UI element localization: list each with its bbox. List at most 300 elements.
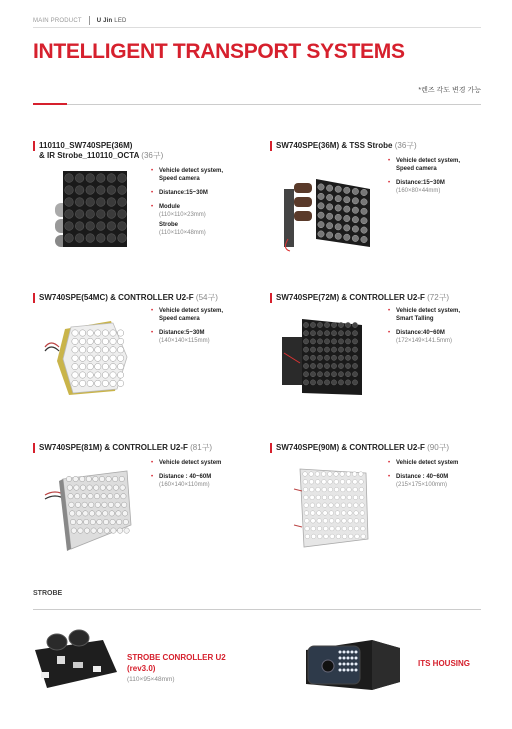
led-lens — [107, 234, 116, 243]
led-lens — [106, 476, 111, 481]
led-lens — [87, 372, 93, 378]
spec-item: • Vehicle detect system, Speed camera — [151, 308, 224, 322]
led-lens — [324, 322, 329, 327]
led-lens — [86, 198, 95, 207]
led-module-90-image — [278, 465, 374, 551]
led-lens — [331, 355, 336, 360]
led-lens — [352, 198, 358, 204]
led-lens — [359, 472, 364, 477]
led-lens — [97, 186, 106, 195]
bullet-icon: • — [151, 204, 154, 210]
led-lens — [67, 485, 72, 490]
led-lens — [70, 519, 75, 524]
led-lens — [117, 330, 123, 336]
led-lens — [344, 215, 350, 221]
led-lens — [343, 669, 346, 672]
led-lens — [326, 194, 332, 200]
heading-marker — [270, 293, 272, 303]
heading-marker — [270, 443, 272, 453]
led-lens — [94, 485, 99, 490]
led-lens — [361, 199, 367, 205]
led-lens — [303, 380, 308, 385]
led-lens — [72, 380, 78, 386]
led-count: (36구) — [394, 141, 417, 150]
led-lens — [317, 339, 322, 344]
led-lens — [102, 380, 108, 386]
product-card-81m — [33, 443, 255, 559]
product-specs — [151, 459, 259, 495]
led-lens — [310, 380, 315, 385]
led-lens — [72, 363, 78, 369]
led-lens — [355, 663, 358, 666]
product-specs — [151, 167, 259, 243]
brand-name — [97, 18, 127, 24]
led-lens — [102, 372, 108, 378]
led-lens — [316, 487, 321, 492]
product-heading — [33, 141, 255, 161]
led-lens — [317, 363, 322, 368]
led-lens — [68, 494, 73, 499]
led-lens — [304, 511, 309, 516]
led-lens — [303, 322, 308, 327]
led-lens — [97, 222, 106, 231]
led-lens — [110, 355, 116, 361]
led-lens — [331, 322, 336, 327]
led-lens — [326, 204, 332, 210]
led-lens — [318, 221, 324, 227]
led-lens — [86, 174, 95, 183]
led-lens — [304, 503, 309, 508]
led-lens — [354, 526, 359, 531]
led-lens — [311, 534, 316, 539]
led-lens — [110, 330, 116, 336]
led-lens — [311, 526, 316, 531]
led-lens — [336, 526, 341, 531]
led-lens — [309, 472, 314, 477]
led-lens — [303, 472, 308, 477]
strobe-controller-name: STROBE CONROLLER U2 — [127, 653, 226, 662]
led-lens — [352, 339, 357, 344]
led-lens — [328, 487, 333, 492]
led-lens — [66, 476, 71, 481]
led-lens — [322, 495, 327, 500]
spec-item: • Vehicle detect system — [151, 460, 222, 466]
strobe-rule — [33, 609, 481, 610]
spec-item: • Distance : 40~60M (160×140×110mm) — [151, 474, 212, 488]
led-lens — [349, 534, 354, 539]
led-lens — [361, 227, 367, 233]
led-lens — [97, 234, 106, 243]
spec-item: • Vehicle detect system, Smart Talling — [388, 308, 461, 322]
product-card-36m-octa — [33, 141, 255, 257]
led-lens — [119, 476, 124, 481]
led-lens — [342, 519, 347, 524]
led-lens — [93, 476, 98, 481]
led-lens — [65, 174, 74, 183]
led-lens — [335, 195, 341, 201]
led-lens — [79, 347, 85, 353]
led-lens — [336, 534, 341, 539]
led-lens — [309, 480, 314, 485]
led-lens — [110, 380, 116, 386]
led-lens — [107, 198, 116, 207]
led-lens — [311, 519, 316, 524]
led-lens — [83, 511, 88, 516]
led-lens — [344, 234, 350, 240]
led-lens — [107, 174, 116, 183]
led-lens — [345, 322, 350, 327]
led-lens — [114, 494, 119, 499]
led-lens — [317, 331, 322, 336]
led-lens — [75, 210, 84, 219]
led-lens — [335, 205, 341, 211]
led-lens — [331, 380, 336, 385]
led-lens — [361, 189, 367, 195]
led-lens — [315, 472, 320, 477]
bullet-icon: • — [388, 330, 391, 336]
led-lens — [65, 198, 74, 207]
product-heading — [33, 293, 255, 303]
led-lens — [102, 355, 108, 361]
led-lens — [122, 511, 127, 516]
led-lens — [338, 347, 343, 352]
led-lens — [102, 347, 108, 353]
led-lens — [95, 347, 101, 353]
led-lens — [347, 651, 350, 654]
led-lens — [342, 534, 347, 539]
spec-item: • Distance:15~30M (160×80×44mm) — [388, 180, 445, 194]
its-housing-card — [300, 636, 490, 696]
its-housing-text — [418, 658, 498, 669]
led-lens — [72, 330, 78, 336]
led-lens — [347, 663, 350, 666]
led-lens — [331, 372, 336, 377]
led-lens — [353, 495, 358, 500]
spec-item: • Distance:40~60M (172×149×141.5mm) — [388, 330, 453, 344]
led-lens — [346, 480, 351, 485]
led-lens — [345, 355, 350, 360]
brand-light: LED — [114, 17, 127, 24]
spec-item: Strobe (110×110×48mm) — [159, 222, 206, 236]
led-lens — [351, 657, 354, 660]
led-lens — [323, 503, 328, 508]
led-lens — [351, 669, 354, 672]
strobe-controller-image — [33, 622, 119, 702]
led-lens — [72, 338, 78, 344]
led-lens — [354, 503, 359, 508]
led-lens — [352, 226, 358, 232]
led-lens — [310, 487, 315, 492]
product-card-90m — [270, 443, 492, 559]
led-lens — [65, 210, 74, 219]
page-title: INTELLIGENT TRANSPORT SYSTEMS — [33, 40, 405, 63]
led-lens — [335, 186, 341, 192]
led-lens — [75, 222, 84, 231]
led-lens — [310, 331, 315, 336]
led-lens — [69, 502, 74, 507]
led-lens — [107, 485, 112, 490]
led-lens — [73, 476, 78, 481]
led-lens — [303, 331, 308, 336]
led-lens — [318, 212, 324, 218]
led-count: (54구) — [195, 293, 218, 302]
led-lens — [340, 472, 345, 477]
led-lens — [347, 495, 352, 500]
led-lens — [310, 347, 315, 352]
led-lens — [324, 355, 329, 360]
led-lens — [351, 663, 354, 666]
led-lens — [317, 380, 322, 385]
led-lens — [342, 526, 347, 531]
led-lens — [310, 503, 315, 508]
led-lens — [331, 363, 336, 368]
led-lens — [65, 222, 74, 231]
led-lens — [97, 210, 106, 219]
led-lens — [104, 528, 109, 533]
led-lens — [328, 480, 333, 485]
led-lens — [359, 480, 364, 485]
led-lens — [113, 485, 118, 490]
led-lens — [315, 480, 320, 485]
led-lens — [345, 339, 350, 344]
header-rule — [33, 27, 481, 28]
led-lens — [118, 210, 127, 219]
led-lens — [95, 380, 101, 386]
led-lens — [346, 472, 351, 477]
led-lens — [95, 502, 100, 507]
led-lens — [334, 480, 339, 485]
heading-marker — [33, 443, 35, 453]
led-lens — [305, 534, 310, 539]
led-lens — [303, 363, 308, 368]
led-lens — [303, 355, 308, 360]
led-lens — [335, 214, 341, 220]
bullet-icon: • — [388, 180, 391, 186]
led-lens — [79, 372, 85, 378]
led-lens — [326, 232, 332, 238]
led-lens — [338, 372, 343, 377]
led-lens — [338, 331, 343, 336]
led-count: (72구) — [427, 293, 450, 302]
bullet-icon: • — [151, 330, 154, 336]
led-lens — [355, 657, 358, 660]
spec-item: • Distance:5~30M (140×140×115mm) — [151, 330, 210, 344]
bullet-icon: • — [388, 460, 391, 466]
led-lens — [82, 502, 87, 507]
led-lens — [352, 331, 357, 336]
led-lens — [344, 206, 350, 212]
led-lens — [102, 502, 107, 507]
led-lens — [75, 198, 84, 207]
led-lens — [110, 372, 116, 378]
led-lens — [335, 224, 341, 230]
product-heading — [270, 293, 492, 303]
led-lens — [341, 487, 346, 492]
led-lens — [338, 355, 343, 360]
led-lens — [338, 363, 343, 368]
led-lens — [94, 494, 99, 499]
led-lens — [310, 511, 315, 516]
led-lens — [99, 476, 104, 481]
product-name-line1: 110110_SW740SPE(36M) — [39, 141, 133, 150]
product-title — [276, 293, 449, 303]
product-card-36m-tss — [270, 141, 492, 267]
spec-item: • Distance : 40~60M (215×175×100mm) — [388, 474, 449, 488]
led-lens — [328, 472, 333, 477]
title-accent — [33, 103, 67, 105]
led-lens — [338, 339, 343, 344]
led-lens — [118, 234, 127, 243]
led-lens — [87, 355, 93, 361]
product-title — [276, 443, 449, 453]
led-lens — [108, 494, 113, 499]
led-lens — [335, 503, 340, 508]
spec-item: • Vehicle detect system — [388, 460, 459, 466]
product-specs — [388, 157, 496, 201]
led-lens — [310, 355, 315, 360]
its-housing-name: ITS HOUSING — [418, 659, 471, 668]
led-lens — [84, 528, 89, 533]
led-lens — [116, 511, 121, 516]
led-lens — [98, 528, 103, 533]
strobe-controller-dims: (110×95×48mm) — [127, 676, 175, 683]
heading-marker — [270, 141, 272, 151]
led-lens — [86, 210, 95, 219]
its-housing-image — [300, 636, 404, 692]
lens-note: *렌즈 각도 변경 가능 — [418, 87, 481, 94]
led-lens — [317, 519, 322, 524]
led-lens — [331, 331, 336, 336]
led-lens — [80, 485, 85, 490]
product-card-72m — [270, 293, 492, 409]
led-lens — [103, 511, 108, 516]
led-lens — [335, 495, 340, 500]
led-lens — [352, 347, 357, 352]
led-module-tss-image — [278, 169, 374, 255]
led-lens — [329, 519, 334, 524]
led-lens — [117, 519, 122, 524]
led-lens — [344, 197, 350, 203]
led-lens — [97, 519, 102, 524]
page-header — [33, 16, 127, 25]
led-lens — [303, 480, 308, 485]
led-lens — [355, 534, 360, 539]
led-lens — [324, 534, 329, 539]
led-lens — [330, 526, 335, 531]
led-lens — [87, 347, 93, 353]
led-lens — [305, 526, 310, 531]
led-lens — [329, 503, 334, 508]
header-divider — [89, 16, 90, 25]
product-title — [276, 141, 417, 151]
led-lens — [89, 511, 94, 516]
led-lens — [318, 231, 324, 237]
led-lens — [65, 186, 74, 195]
led-lens — [110, 363, 116, 369]
led-lens — [345, 331, 350, 336]
led-lens — [334, 487, 339, 492]
title-rule — [33, 104, 481, 105]
led-lens — [352, 372, 357, 377]
led-lens — [341, 511, 346, 516]
led-lens — [348, 519, 353, 524]
led-lens — [75, 234, 84, 243]
led-lens — [310, 322, 315, 327]
led-lens — [347, 503, 352, 508]
led-lens — [303, 347, 308, 352]
led-lens — [324, 372, 329, 377]
led-lens — [80, 476, 85, 481]
led-lens — [339, 669, 342, 672]
led-lens — [352, 216, 358, 222]
led-lens — [343, 657, 346, 660]
led-lens — [102, 363, 108, 369]
product-title — [39, 443, 212, 453]
led-lens — [359, 495, 364, 500]
led-lens — [97, 198, 106, 207]
led-lens — [352, 235, 358, 241]
led-lens — [95, 363, 101, 369]
led-lens — [338, 322, 343, 327]
led-lens — [317, 347, 322, 352]
led-lens — [317, 511, 322, 516]
led-lens — [323, 511, 328, 516]
led-lens — [352, 472, 357, 477]
led-lens — [74, 485, 79, 490]
led-lens — [120, 485, 125, 490]
led-lens — [345, 380, 350, 385]
led-lens — [329, 511, 334, 516]
led-lens — [353, 487, 358, 492]
product-card-54mc — [33, 293, 255, 409]
led-lens — [318, 193, 324, 199]
led-lens — [331, 347, 336, 352]
led-lens — [316, 495, 321, 500]
led-lens — [96, 511, 101, 516]
led-lens — [86, 186, 95, 195]
led-lens — [111, 528, 116, 533]
led-lens — [352, 363, 357, 368]
led-lens — [317, 322, 322, 327]
led-count: (81구) — [190, 443, 213, 452]
product-heading — [33, 443, 255, 453]
led-lens — [343, 663, 346, 666]
led-lens — [361, 208, 367, 214]
led-lens — [103, 519, 108, 524]
led-lens — [79, 363, 85, 369]
section-label: MAIN PRODUCT — [33, 17, 82, 24]
strobe-controller-card — [33, 622, 263, 712]
product-specs — [388, 459, 496, 495]
led-lens — [118, 174, 127, 183]
led-lens — [348, 511, 353, 516]
led-lens — [310, 339, 315, 344]
led-lens — [324, 331, 329, 336]
led-lens — [95, 330, 101, 336]
led-lens — [75, 174, 84, 183]
led-lens — [107, 210, 116, 219]
led-count: (36구) — [141, 151, 164, 160]
led-lens — [324, 380, 329, 385]
led-lens — [303, 372, 308, 377]
product-specs — [151, 307, 259, 351]
led-lens — [318, 184, 324, 190]
led-lens — [361, 534, 366, 539]
led-lens — [345, 347, 350, 352]
led-lens — [72, 355, 78, 361]
led-lens — [328, 495, 333, 500]
led-lens — [334, 472, 339, 477]
